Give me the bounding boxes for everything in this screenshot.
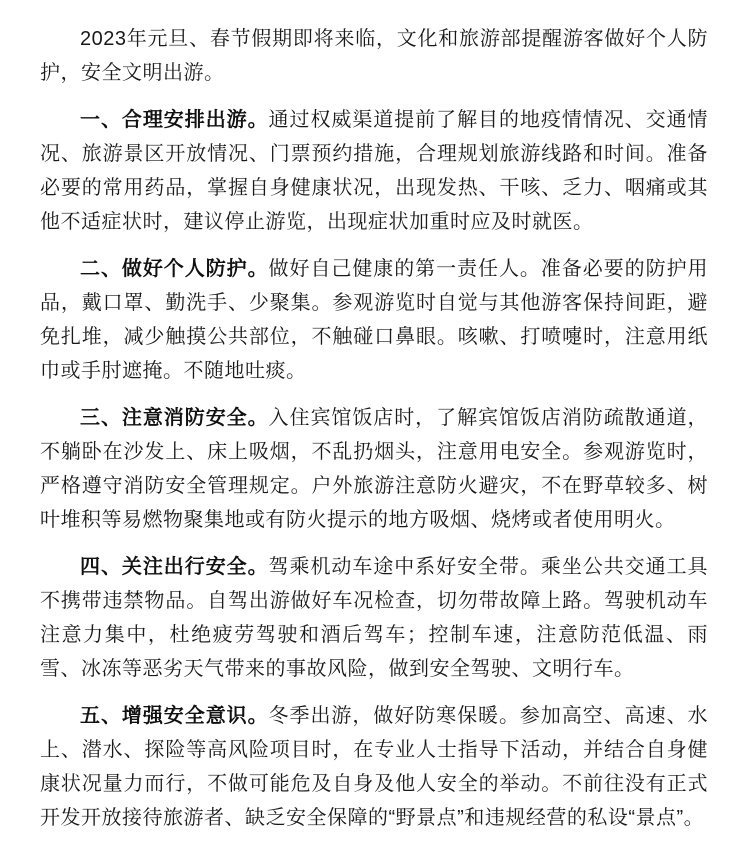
section-3-body: 入住宾馆饭店时，了解宾馆饭店消防疏散通道，不躺卧在沙发上、床上吸烟，不乱扔烟头，注意用电安全。参观游览时，严格遵守消防安全管理规定。户外旅游注意防火避灾，不在野草较多、树叶堆积等易燃物聚集地或有防火提示的地方吸烟、烧烤或者使用明火。 xyxy=(40,407,709,531)
section-5-body: 冬季出游，做好防寒保暖。参加高空、高速、水上、潜水、探险等高风险项目时，在专业人士指导下活动，并结合自身健康状况量力而行，不做可能危及自身及他人安全的举动。不前往没有正式开发开放接待旅游者、缺乏安全保障的“野景点”和违规经营的私设“景点”。 xyxy=(40,705,709,829)
section-5-heading: 五、增强安全意识。 xyxy=(80,705,269,727)
section-4-body: 驾乘机动车途中系好安全带。乘坐公共交通工具不携带违禁物品。自驾出游做好车况检查，切勿带故障上路。驾驶机动车注意力集中，杜绝疲劳驾驶和酒后驾车；控制车速，注意防范低温、雨雪、冰冻等恶劣天气带来的事故风险，做到安全驾驶、文明行车。 xyxy=(40,556,709,680)
intro-paragraph: 2023年元旦、春节假期即将来临，文化和旅游部提醒游客做好个人防护，安全文明出游。 xyxy=(40,28,708,84)
section-2-paragraph xyxy=(40,252,708,388)
section-1-heading: 一、合理安排出游。 xyxy=(80,109,269,131)
section-2-body: 做好自己健康的第一责任人。准备必要的防护用品，戴口罩、勤洗手、少聚集。参观游览时自觉与其他游客保持间距，避免扎堆，减少触摸公共部位，不触碰口鼻眼。咳嗽、打喷嚏时，注意用纸巾或手肘遮掩。不随地吐痰。 xyxy=(40,258,709,382)
section-1-body: 通过权威渠道提前了解目的地疫情情况、交通情况、旅游景区开放情况、门票预约措施，合理规划旅游线路和时间。准备必要的常用药品，掌握自身健康状况，出现发热、干咳、乏力、咽痛或其他不适症状时，建议停止游览，出现症状加重时应及时就医。 xyxy=(40,109,709,233)
section-2-heading: 二、做好个人防护。 xyxy=(80,258,269,280)
section-5-paragraph xyxy=(40,699,708,835)
section-4-paragraph xyxy=(40,550,708,686)
section-4-heading: 四、关注出行安全。 xyxy=(80,556,269,578)
section-3-paragraph xyxy=(40,401,708,537)
section-3-heading: 三、注意消防安全。 xyxy=(80,407,269,429)
section-1-paragraph xyxy=(40,103,708,239)
